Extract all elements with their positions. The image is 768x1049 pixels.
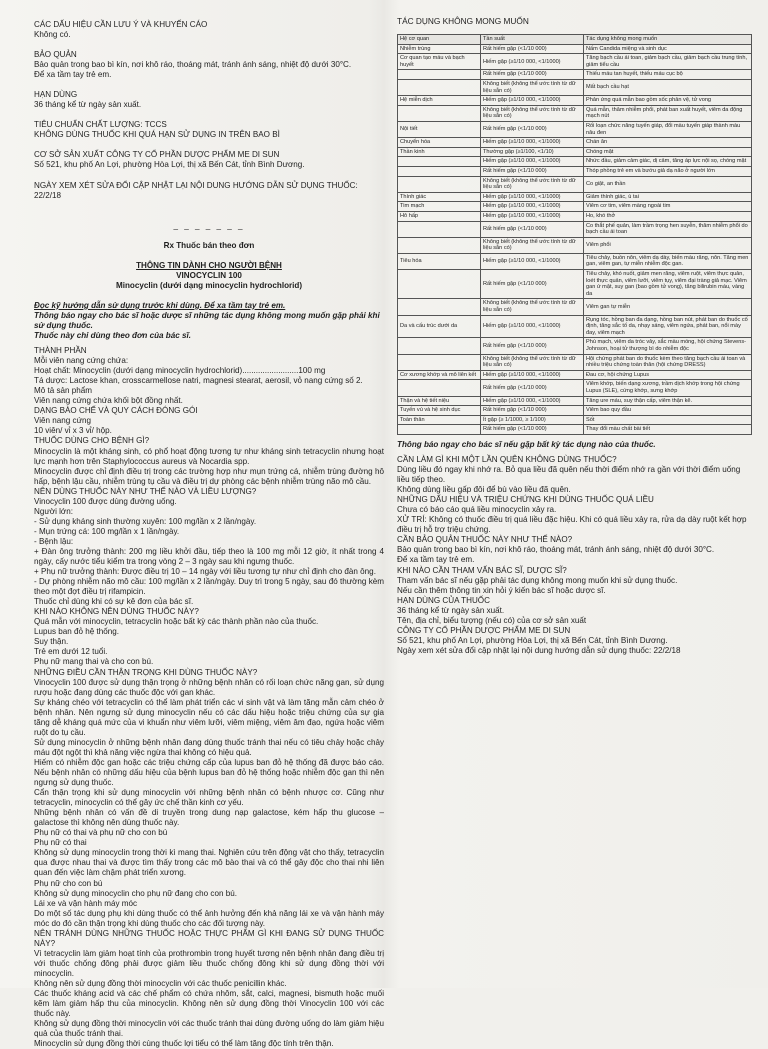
organ-cell: Chuyển hóa <box>398 138 481 148</box>
body-paragraph: Phụ nữ có thai và phụ nữ cho con bú <box>34 828 168 838</box>
body-paragraph: CẦN BẢO QUẢN THUỐC NÀY NHƯ THẾ NÀO? <box>397 535 573 545</box>
table-row <box>398 380 752 396</box>
frequency-cell: Hiếm gặp (≥1/10 000, <1/1000) <box>481 396 584 406</box>
table-row <box>398 44 752 54</box>
organ-cell: Toàn thân <box>398 415 481 425</box>
standard-text: KHÔNG DÙNG THUỐC KHI QUÁ HẠN SỬ DỤNG IN TRÊN BAO BÌ <box>34 130 280 140</box>
organ-cell: Hô hấp <box>398 211 481 221</box>
maker-heading: CƠ SỞ SẢN XUẤT CÔNG TY CỔ PHẦN DƯỢC PHẨM ME DI SUN <box>34 150 280 160</box>
body-paragraph: 36 tháng kể từ ngày sản xuất. <box>397 605 505 615</box>
body-paragraph: Nếu cần thêm thông tin xin hỏi ý kiến bác sĩ hoặc dược sĩ. <box>397 585 606 595</box>
effect-cell: Viêm phổi <box>584 237 752 253</box>
body-paragraph: Sự kháng chéo với tetracyclin có thể làm phát triển các vi sinh vật và làm tăng mẫn cảm chéo ở bệnh nhân. Nên ngưng sử dụng minocyclin nếu có các dấu hiệu hoặc triệu chứng của sự gia tăng dễ kháng quá mức của vi khuẩn như viêm lưỡi, viêm miệng, viêm âm đạo, ngứa hoặc viêm ruột do tụ cầu. <box>34 697 384 737</box>
body-paragraph: Minocyclin sử dụng đồng thời cùng thuốc lợi tiểu có thể làm tăng độc tính trên thận. <box>34 1039 334 1049</box>
body-paragraph: Hiếm có nhiễm độc gan hoặc các triệu chứng cấp của lupus ban đỏ hệ thống đã được báo cáo. Nếu bệnh nhân có những dấu hiệu của bệnh lupus ban đỏ hệ thống hoặc nhiễm độc gan thì nên ngưng sử dụng thuốc. <box>34 757 384 788</box>
effect-cell: Thay đổi màu chất bài tiết <box>584 425 752 435</box>
organ-cell: Tiêu hóa <box>398 253 481 269</box>
storage-text: Bảo quản trong bao bì kín, nơi khô ráo, thoáng mát, tránh ánh sáng, nhiệt độ dưới 30°C. <box>34 60 352 70</box>
organ-cell: Tim mạch <box>398 202 481 212</box>
frequency-cell: Hiếm gặp (≥1/10 000, <1/1000) <box>481 96 584 106</box>
organ-cell: Nhiễm trùng <box>398 44 481 54</box>
body-paragraph: Phụ nữ có thai <box>34 838 87 848</box>
effect-cell: Tiêu chảy, buồn nôn, viêm dạ dày, biến màu răng, nôn. Tăng men gan, viêm gan, tự miễn nhiễm độc gan. <box>584 253 752 269</box>
body-paragraph: Thuốc chỉ dùng khi có sự kê đơn của bác sĩ. <box>34 597 194 607</box>
warnings-heading: CÁC DẤU HIỆU CẦN LƯU Ý VÀ KHUYẾN CÁO <box>34 20 208 29</box>
table-row <box>398 315 752 338</box>
table-row <box>398 425 752 435</box>
body-paragraph: Dùng liều đó ngay khi nhớ ra. Bỏ qua liều đã quên nếu thời điểm nhớ ra gần với thời điểm uống liều tiếp theo. <box>397 465 741 485</box>
organ-cell: Cơ xương khớp và mô liên kết <box>398 370 481 380</box>
body-paragraph: Vinocyclin 100 được sử dụng thận trọng ở những bệnh nhân có rối loạn chức năng gan, sử dụng rượu hoặc đang dùng các thuốc độc với gan khác. <box>34 677 384 697</box>
body-paragraph: Do một số tác dụng phụ khi dùng thuốc có thể ảnh hưởng đến khả năng lái xe và vận hành máy móc do đó cần thận trọng khi dùng thuốc cho các đối tượng này. <box>34 908 384 928</box>
body-paragraph: CÔNG TY CỔ PHẦN DƯỢC PHẨM ME DI SUN <box>397 625 571 635</box>
body-paragraph: Chưa có báo cáo quá liều minocyclin xảy ra. <box>397 505 557 515</box>
table-row <box>398 370 752 380</box>
body-paragraph: Không sử dụng đồng thời minocyclin với các thuốc tránh thai dùng đường uống do làm giảm hiệu quả của thuốc tránh thai. <box>34 1019 384 1039</box>
effect-cell: Viêm bao quy đầu <box>584 406 752 416</box>
organ-cell: Thần kinh <box>398 147 481 157</box>
frequency-cell: Không biết (không thể ước tính từ dữ liệu sẵn có) <box>481 105 584 121</box>
effect-cell: Mất bạch cầu hạt <box>584 80 752 96</box>
body-paragraph: Số 521, khu phố An Lợi, phường Hòa Lợi, thị xã Bến Cát, tỉnh Bình Dương. <box>397 635 668 645</box>
effect-cell: Nhức đầu, giảm cảm giác, dị cảm, tăng áp lực nội sọ, chóng mặt <box>584 157 752 167</box>
table-row <box>398 270 752 299</box>
frequency-cell: Hiếm gặp (≥1/10 000, <1/1000) <box>481 157 584 167</box>
body-paragraph: Lupus ban đỏ hệ thống. <box>34 627 120 637</box>
table-header-row <box>398 35 752 45</box>
body-paragraph: Sử dụng minocyclin ở những bệnh nhân đang dùng thuốc tránh thai nếu có tiêu chảy hoặc chảy máu đột ngột thì khả năng việc ngừa thai không có hiệu quả. <box>34 737 384 757</box>
effect-cell: Hội chứng phát ban do thuốc kèm theo tăng bạch cầu ái toan và nhiều triệu chứng toàn thân (hội chứng DRESS) <box>584 354 752 370</box>
organ-cell <box>398 70 481 80</box>
body-paragraph: + Đàn ông trưởng thành: 200 mg liều khởi đầu, tiếp theo là 100 mg mỗi 12 giờ, ít nhất trong 4 ngày, cấy nước tiểu kiểm tra trong vòng 2 – 3 ngày sau khi ngưng thuốc. <box>34 546 384 567</box>
body-paragraph: Minocyclin là một kháng sinh, có phổ hoạt động tương tự như kháng sinh tetracyclin nhưng hoạt lực mạnh hơn trên Staphylococcus aureus và Nocardia spp. <box>34 446 384 466</box>
expiry-heading: HẠN DÙNG <box>34 90 78 100</box>
body-paragraph: Mỗi viên nang cứng chứa: <box>34 356 129 366</box>
side-effects-table <box>397 34 752 435</box>
effect-cell: Nấm Candida miệng và sinh dục <box>584 44 752 54</box>
body-paragraph: Viên nang cứng chứa khối bột đồng nhất. <box>34 396 183 406</box>
frequency-cell: Không biết (không thể ước tính từ dữ liệu sẵn có) <box>481 176 584 192</box>
body-paragraph: Bảo quản trong bao bì kín, nơi khô ráo, thoáng mát, tránh ánh sáng, nhiệt độ dưới 30°C. <box>397 545 715 555</box>
body-paragraph: Người lớn: <box>34 506 73 516</box>
body-paragraph: Lái xe và vận hành máy móc <box>34 898 138 908</box>
body-paragraph: Không dùng liều gấp đôi để bù vào liều đã quên. <box>397 485 571 495</box>
table-row <box>398 406 752 416</box>
table-row <box>398 253 752 269</box>
organ-cell <box>398 380 481 396</box>
body-paragraph: NHỮNG DẤU HIỆU VÀ TRIỆU CHỨNG KHI DÙNG THUỐC QUÁ LIỀU <box>397 495 654 505</box>
effect-cell: Viêm gan tự miễn <box>584 299 752 315</box>
table-row <box>398 299 752 315</box>
table-row <box>398 54 752 70</box>
body-paragraph: HẠN DÙNG CỦA THUỐC <box>397 595 490 605</box>
body-paragraph: CẦN LÀM GÌ KHI MỘT LẦN QUÊN KHÔNG DÙNG THUỐC? <box>397 455 617 464</box>
left-body <box>34 346 384 1049</box>
frequency-cell: Hiếm gặp (≥1/10 000, <1/1000) <box>481 211 584 221</box>
notice: Thông báo ngay cho bác sĩ nếu gặp bất kỳ tác dụng nào của thuốc. <box>397 439 656 449</box>
body-paragraph: Những bệnh nhân có vấn đề di truyền trong dung nạp galactose, kém hấp thu glucose – galactose thì không nên dùng thuốc này. <box>34 808 384 828</box>
body-paragraph: Không sử dụng minocyclin trong thời kì mang thai. Nghiên cứu trên động vật cho thấy, tetracyclin qua được nhau thai và được tìm thấy trong các mô bào thai và có thể gây độc cho thai nhi liên quan đến việc làm chậm phát triển xương. <box>34 848 384 878</box>
organ-cell <box>398 166 481 176</box>
right-column <box>397 16 752 656</box>
header-effect: Tác dụng không mong muốn <box>584 35 752 45</box>
frequency-cell: Hiếm gặp (≥1/10 000, <1/1000) <box>481 370 584 380</box>
organ-cell <box>398 221 481 237</box>
body-paragraph: Tên, địa chỉ, biểu tượng (nếu có) của cơ sở sản xuất <box>397 615 587 625</box>
frequency-cell: Hiếm gặp (≥1/10 000, <1/1000) <box>481 253 584 269</box>
frequency-cell: Không biết (không thể ước tính từ dữ liệu sẵn có) <box>481 237 584 253</box>
body-paragraph: Hoạt chất: Minocyclin (dưới dạng minocyclin hydrochlorid).........................100 mg <box>34 366 326 376</box>
header-organ: Hệ cơ quan <box>398 35 481 45</box>
table-row <box>398 338 752 354</box>
effect-cell: Tăng bạch cầu ái toan, giảm bạch cầu, giảm bạch cầu trung tính, giảm tiểu cầu <box>584 54 752 70</box>
patient-info-title: THÔNG TIN DÀNH CHO NGƯỜI BỆNH <box>136 260 282 270</box>
effect-cell: Đau cơ, hội chứng Lupus <box>584 370 752 380</box>
frequency-cell: Không biết (không thể ước tính từ dữ liệu sẵn có) <box>481 299 584 315</box>
frequency-cell: Không biết (không thể ước tính từ dữ liệu sẵn có) <box>481 354 584 370</box>
storage-text-2: Để xa tầm tay trẻ em. <box>34 70 112 80</box>
effect-cell: Rối loạn chức năng tuyến giáp, đổi màu tuyến giáp thành màu nâu đen <box>584 121 752 137</box>
effect-cell: Co giật, an thần <box>584 176 752 192</box>
revision-date: NGÀY XEM XÉT SỬA ĐỔI CẬP NHẬT LẠI NỘI DUNG HƯỚNG DẪN SỬ DỤNG THUỐC: 22/2/18 <box>34 180 358 200</box>
frequency-cell: Rất hiếm gặp (<1/10 000) <box>481 406 584 416</box>
effect-cell: Thiếu máu tan huyết, thiếu máu cục bộ <box>584 70 752 80</box>
warnings-text: Không có. <box>34 30 71 40</box>
organ-cell: Cơ quan tạo máu và bạch huyết <box>398 54 481 70</box>
effect-cell: Chóng mặt <box>584 147 752 157</box>
body-paragraph: NÊN TRÁNH DÙNG NHỮNG THUỐC HOẶC THỰC PHẨM GÌ KHI ĐANG SỬ DỤNG THUỐC NÀY? <box>34 928 384 948</box>
body-paragraph: 10 viên/ vỉ x 3 vỉ/ hộp. <box>34 426 112 436</box>
frequency-cell: Hiếm gặp (≥1/10 000, <1/1000) <box>481 315 584 338</box>
body-paragraph: - Dự phòng nhiễm não mô cầu: 100 mg/lần x 2 lần/ngày. Duy trì trong 5 ngày, sau đó thường kèm theo một đợt điều trị rifampicin. <box>34 577 384 597</box>
body-paragraph: Không sử dụng minocyclin cho phụ nữ đang cho con bú. <box>34 888 237 898</box>
body-paragraph: DẠNG BÀO CHẾ VÀ QUY CÁCH ĐÓNG GÓI <box>34 406 198 416</box>
left-column <box>34 20 384 1049</box>
organ-cell <box>398 176 481 192</box>
effect-cell: Rụng tóc, hồng ban đa dạng, hồng ban nút, phát ban do thuốc cố định, tăng sắc tố da, nhạy sáng, viêm ngứa, phát ban, nổi mày đay, viêm mạch <box>584 315 752 338</box>
body-paragraph: Tham vấn bác sĩ nếu gặp phải tác dụng không mong muốn khi sử dụng thuốc. <box>397 575 678 585</box>
organ-cell <box>398 105 481 121</box>
effect-cell: Chán ăn <box>584 138 752 148</box>
body-paragraph: Minocyclin được chỉ định điều trị trong các trường hợp như mụn trứng cá, nhiễm trùng đường hô hấp, bệnh lậu cầu, nhiễm trùng tụ cầu và điều trị dự phòng các bệnh nhiễm trùng não mô cầu. <box>34 466 384 486</box>
table-row <box>398 221 752 237</box>
body-paragraph: - Bệnh lậu: <box>34 536 74 546</box>
body-paragraph: - Sử dụng kháng sinh thường xuyên: 100 mg/lần x 2 lần/ngày. <box>34 516 257 526</box>
frequency-cell: Rất hiếm gặp (<1/10 000) <box>481 121 584 137</box>
organ-cell <box>398 299 481 315</box>
advice-3: Thuốc này chỉ dùng theo đơn của bác sĩ. <box>34 330 191 340</box>
table-row <box>398 138 752 148</box>
body-paragraph: Cẩn thận trọng khi sử dụng minocyclin với những bệnh nhân có bệnh nhược cơ. Cũng như tetracyclin, minocyclin có thể gây ức chế thần kinh cơ yếu. <box>34 788 384 808</box>
body-paragraph: THÀNH PHẦN <box>34 346 87 356</box>
side-effects-title: TÁC DỤNG KHÔNG MONG MUỐN <box>397 16 529 26</box>
effect-cell: Thóp phồng trẻ em và bướu giả dạ não ở người lớn <box>584 166 752 176</box>
standard-heading: TIÊU CHUẨN CHẤT LƯỢNG: TCCS <box>34 120 167 130</box>
table-row <box>398 105 752 121</box>
organ-cell: Thận và hệ tiết niệu <box>398 396 481 406</box>
frequency-cell: Hiếm gặp (≥1/10 000, <1/1000) <box>481 192 584 202</box>
frequency-cell: Hiếm gặp (≥1/10 000, <1/1000) <box>481 202 584 212</box>
effect-cell: Viêm cơ tim, viêm màng ngoài tim <box>584 202 752 212</box>
organ-cell: Thính giác <box>398 192 481 202</box>
effect-cell: Giảm thính giác, ù tai <box>584 192 752 202</box>
table-row <box>398 147 752 157</box>
frequency-cell: Rất hiếm gặp (<1/10 000) <box>481 338 584 354</box>
maker-address: Số 521, khu phố An Lợi, phường Hòa Lợi, thị xã Bến Cát, tỉnh Bình Dương. <box>34 160 305 170</box>
advice-2: Thông báo ngay cho bác sĩ hoặc dược sĩ những tác dụng không mong muốn gặp phải khi sử dụng thuốc. <box>34 310 380 330</box>
body-paragraph: Vinocyclin 100 được dùng đường uống. <box>34 496 177 506</box>
body-paragraph: Phụ nữ cho con bú <box>34 878 103 888</box>
frequency-cell: Hiếm gặp (≥1/10 000, <1/1000) <box>481 138 584 148</box>
frequency-cell: Rất hiếm gặp (<1/10 000) <box>481 425 584 435</box>
frequency-cell: Rất hiếm gặp (<1/10 000) <box>481 166 584 176</box>
frequency-cell: Không biết (không thể ước tính từ dữ liệu sẵn có) <box>481 80 584 96</box>
body-paragraph: Phụ nữ mang thai và cho con bú. <box>34 657 154 667</box>
organ-cell: Tuyến vú và hệ sinh dục <box>398 406 481 416</box>
table-row <box>398 415 752 425</box>
table-row <box>398 354 752 370</box>
body-paragraph: KHI NÀO CẦN THAM VẤN BÁC SĨ, DƯỢC SĨ? <box>397 565 567 575</box>
header-frequency: Tần suất <box>481 35 584 45</box>
product-name: VINOCYCLIN 100 <box>176 270 242 280</box>
frequency-cell: Rất hiếm gặp (<1/10 000) <box>481 44 584 54</box>
table-row <box>398 80 752 96</box>
right-body <box>397 455 752 656</box>
body-paragraph: + Phụ nữ trưởng thành: Được điều trị 10 – 14 ngày với liều tương tự như chỉ định cho đàn ông. <box>34 567 376 577</box>
body-paragraph: Suy thận. <box>34 637 69 647</box>
organ-cell: Hệ miễn dịch <box>398 96 481 106</box>
organ-cell <box>398 80 481 96</box>
table-row <box>398 396 752 406</box>
frequency-cell: Hiếm gặp (≥1/10 000, <1/1000) <box>481 54 584 70</box>
frequency-cell: Thường gặp (≥1/100, <1/10) <box>481 147 584 157</box>
organ-cell <box>398 354 481 370</box>
effect-cell: Sốt <box>584 415 752 425</box>
body-paragraph: - Mụn trứng cá: 100 mg/lần x 1 lần/ngày. <box>34 526 180 536</box>
organ-cell <box>398 270 481 299</box>
effect-cell: Tăng ure máu, suy thận cấp, viêm thận kẽ. <box>584 396 752 406</box>
effect-cell: Quá mẫn, thâm nhiễm phổi, phát ban xuất huyết, viêm da động mạch nút <box>584 105 752 121</box>
body-paragraph: Trẻ em dưới 12 tuổi. <box>34 647 108 657</box>
separator: _ _ _ _ _ _ _ <box>173 220 245 230</box>
organ-cell <box>398 157 481 167</box>
body-paragraph: Vì tetracyclin làm giảm hoạt tính của prothrombin trong huyết tương nên bệnh nhân đang điều trị với thuốc chống đông phải được giảm liều thuốc chống đông khi sử dụng đồng thời với minocyclin. <box>34 948 384 978</box>
table-row <box>398 176 752 192</box>
frequency-cell: Rất hiếm gặp (<1/10 000) <box>481 70 584 80</box>
table-row <box>398 121 752 137</box>
storage-heading: BẢO QUẢN <box>34 50 77 60</box>
table-row <box>398 202 752 212</box>
body-paragraph: Tá dược: Lactose khan, crosscarmellose natri, magnesi stearat, aerosil, vỏ nang cứng số 2. <box>34 376 363 386</box>
effect-cell: Co thắt phế quản, làm trầm trọng hen suyễn, thâm nhiễm phổi do bạch cầu ái toan <box>584 221 752 237</box>
effect-cell: Tiêu chảy, khó nuốt, giảm men răng, viêm ruột, viêm thực quản, loét thực quản, viêm lưỡi, viêm tụy, viêm đại tràng giả mạc. Viêm gan ứ mật, suy gan (bao gồm tử vong), tăng bilirubin máu, vàng da <box>584 270 752 299</box>
body-paragraph: XỬ TRÍ: Không có thuốc điều trị quá liều đặc hiệu. Khi có quá liều xảy ra, rửa dạ dày ruột kết hợp điều trị hỗ trợ triệu chứng. <box>397 515 747 535</box>
advice-1: Đọc kỹ hướng dẫn sử dụng trước khi dùng. Để xa tầm tay trẻ em. <box>34 300 286 310</box>
organ-cell <box>398 338 481 354</box>
table-row <box>398 237 752 253</box>
body-paragraph: Các thuốc kháng acid và các chế phẩm có chứa nhôm, sắt, calci, magnesi, bismuth hoặc muối kẽm làm giảm hấp thu của minocyclin. Không nên sử dụng đồng thời Vinocyclin 100 với các thuốc này. <box>34 989 384 1019</box>
organ-cell: Nội tiết <box>398 121 481 137</box>
body-paragraph: Ngày xem xét sửa đổi cập nhật lại nội dung hướng dẫn sử dụng thuốc: 22/2/18 <box>397 645 681 655</box>
body-paragraph: Viên nang cứng <box>34 416 92 426</box>
organ-cell <box>398 237 481 253</box>
frequency-cell: Rất hiếm gặp (<1/10 000) <box>481 270 584 299</box>
effect-cell: Phù mạch, viêm da tróc vảy, sắc màu móng, hội chứng Stevens-Johnson, hoại tử thượng bì do nhiễm độc <box>584 338 752 354</box>
body-paragraph: THUỐC DÙNG CHO BỆNH GÌ? <box>34 436 150 446</box>
effect-cell: Viêm khớp, biến dạng xương, trầm dịch khớp trong hội chứng Lupus (SLE), cứng khớp, sưng khớp <box>584 380 752 396</box>
body-paragraph: Không nên sử dụng đồng thời minocyclin với các thuốc penicillin khác. <box>34 978 287 988</box>
frequency-cell: Ít gặp (≥ 1/1000, ≥ 1/100) <box>481 415 584 425</box>
table-row <box>398 192 752 202</box>
table-row <box>398 211 752 221</box>
table-row <box>398 96 752 106</box>
frequency-cell: Rất hiếm gặp (<1/10 000) <box>481 221 584 237</box>
expiry-text: 36 tháng kể từ ngày sản xuất. <box>34 100 142 110</box>
body-paragraph: KHI NÀO KHÔNG NÊN DÙNG THUỐC NÀY? <box>34 607 199 617</box>
body-paragraph: Để xa tầm tay trẻ em. <box>397 555 475 565</box>
product-subtitle: Minocyclin (dưới dạng minocyclin hydrochlorid) <box>115 280 303 290</box>
body-paragraph: NHỮNG ĐIỀU CẦN THẬN TRỌNG KHI DÙNG THUỐC NÀY? <box>34 667 258 677</box>
rx-label: Rx Thuốc bán theo đơn <box>163 240 255 250</box>
effect-cell: Phản ứng quá mẫn bao gồm sốc phản vệ, tử vong <box>584 96 752 106</box>
table-row <box>398 70 752 80</box>
body-paragraph: Mô tả sản phẩm <box>34 386 93 396</box>
table-row <box>398 166 752 176</box>
effect-cell: Ho, khó thở <box>584 211 752 221</box>
frequency-cell: Rất hiếm gặp (<1/10 000) <box>481 380 584 396</box>
table-row <box>398 157 752 167</box>
organ-cell: Da và cấu trúc dưới da <box>398 315 481 338</box>
body-paragraph: NÊN DÙNG THUỐC NÀY NHƯ THẾ NÀO VÀ LIỀU LƯỢNG? <box>34 486 257 496</box>
body-paragraph: Quá mẫn với minocyclin, tetracyclin hoặc bất kỳ các thành phần nào của thuốc. <box>34 617 319 627</box>
organ-cell <box>398 425 481 435</box>
